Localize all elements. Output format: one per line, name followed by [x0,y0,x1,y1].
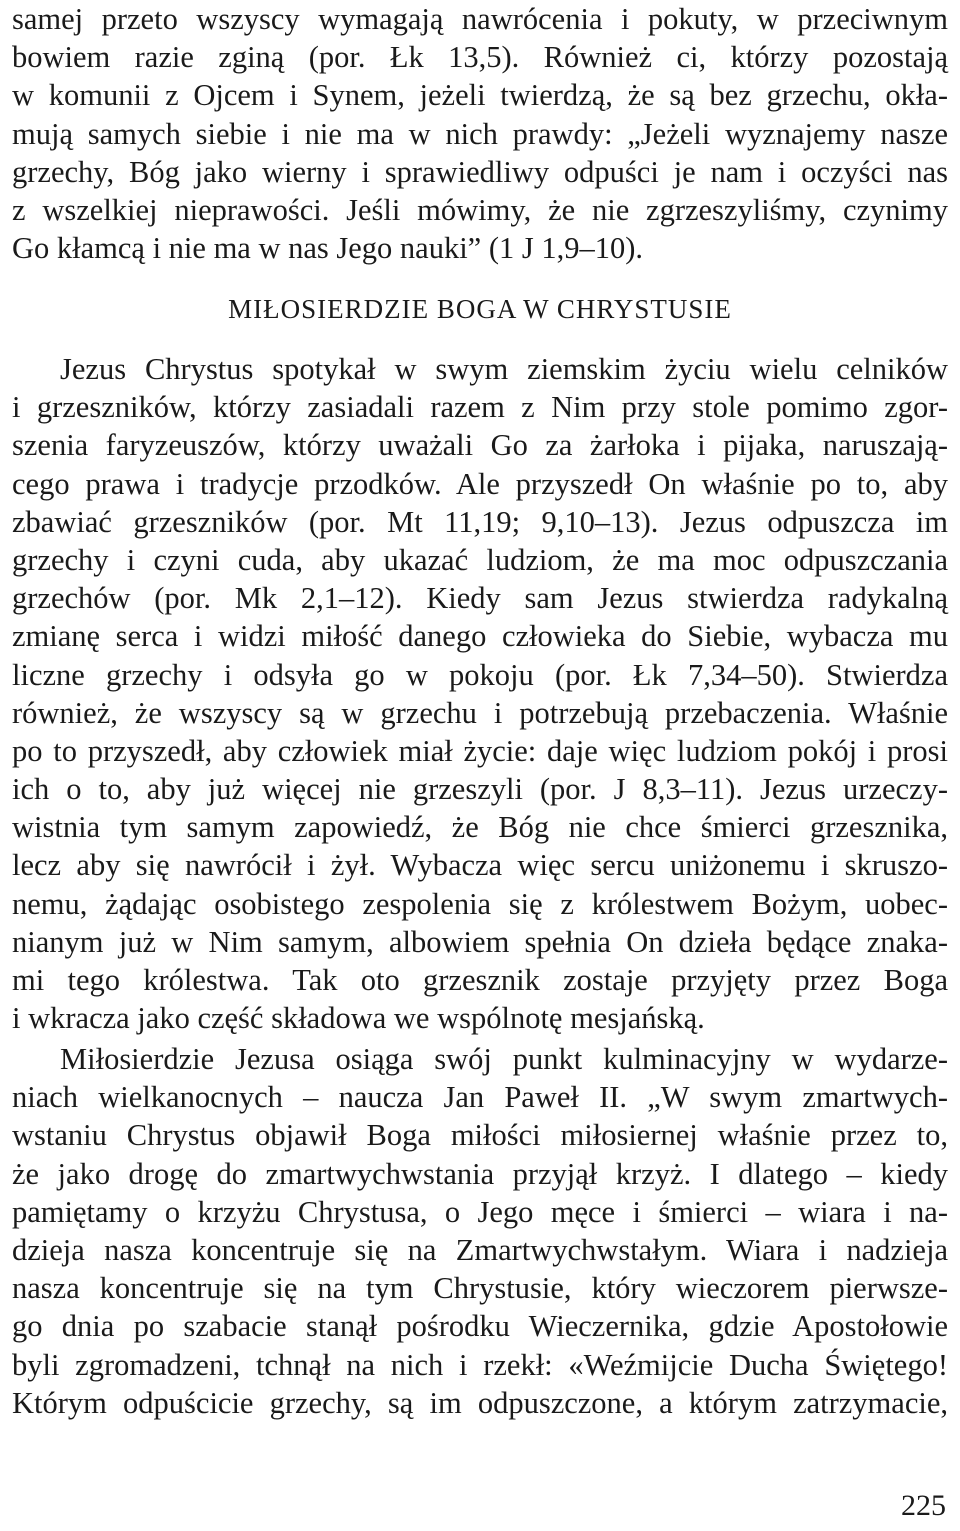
text-line: w komunii z Ojcem i Synem, jeżeli twierdzą, że są bez grzechu, okła- [12,78,948,113]
text-line: i wkracza jako część składowa we wspólnotę mesjańską. [12,1001,705,1036]
text-line: również, że wszyscy są w grzechu i potrzebują przebaczenia. Właśnie [12,695,948,730]
paragraph-3 [12,1040,948,1422]
text-line: lecz aby się nawrócił i żył. Wybacza więc sercu uniżonemu i skruszo- [12,848,948,883]
text-line: nianym już w Nim samym, albowiem spełnia On dzieła będące znaka- [12,924,948,959]
text-line: że jako drogę do zmartwychwstania przyjął krzyż. I dlatego – kiedy [12,1156,948,1191]
text-line: z wszelkiej nieprawości. Jeśli mówimy, że nie zgrzeszyliśmy, czynimy [12,192,948,227]
text-line: cego prawa i tradycje przodków. Ale przyszedł On właśnie po to, aby [12,466,948,501]
text-line: grzechy i czyni cuda, aby ukazać ludziom, że ma moc odpuszczania [12,542,948,577]
text-line: Go kłamcą i nie ma w nas Jego nauki” (1 J 1,9–10). [12,231,644,266]
text-line: grzechy, Bóg jako wierny i sprawiedliwy odpuści je nam i oczyści nas [12,154,948,189]
text-line: dzieja nasza koncentruje się na Zmartwychwstałym. Wiara i nadzieja [12,1232,948,1267]
section-heading: MIŁOSIERDZIE BOGA W CHRYSTUSIE [228,294,732,324]
text-line: grzechów (por. Mk 2,1–12). Kiedy sam Jezus stwierdza radykalną [12,581,948,616]
text-line: go dnia po szabacie stanął pośrodku Wieczernika, gdzie Apostołowie [12,1309,948,1344]
text-line: po to przyszedł, aby człowiek miał życie: daje więc ludziom pokój i prosi [12,733,948,768]
text-line: pamiętamy o krzyżu Chrystusa, o Jego męce i śmierci – wiara i na- [12,1194,948,1229]
text-line: i grzeszników, którzy zasiadali razem z Nim przy stole pomimo zgor- [12,390,948,425]
text-line: zbawiać grzeszników (por. Mt 11,19; 9,10–13). Jezus odpuszcza im [12,504,948,539]
text-line: szenia faryzeuszów, którzy uważali Go za żarłoka i pijaka, naruszają- [12,428,948,463]
text-line: Którym odpuścicie grzechy, są im odpuszczone, a którym zatrzymacie, [12,1385,948,1420]
text-line: ich o to, aby już więcej nie grzeszyli (por. J 8,3–11). Jezus urzeczy- [12,772,948,807]
text-line: mi tego królestwa. Tak oto grzesznik zostaje przyjęty przez Boga [12,963,948,997]
text-line: samej przeto wszyscy wymagają nawrócenia i pokuty, w przeciwnym [12,2,948,36]
text-line: nemu, żądając osobistego zespolenia się z królestwem Bożym, uobec- [12,886,948,921]
text-line: zmianę serca i widzi miłość danego człowieka do Siebie, wybacza mu [12,619,948,654]
page-number: 225 [901,1489,946,1522]
text-line: wstaniu Chrystus objawił Boga miłości miłosiernej właśnie przez to, [12,1118,948,1153]
text-line: bowiem razie zginą (por. Łk 13,5). Również ci, którzy pozostają [12,40,948,75]
text-line: Jezus Chrystus spotykał w swym ziemskim życiu wielu celników [60,352,948,386]
text-line: niach wielkanocnych – naucza Jan Paweł II. „W swym zmartwych- [12,1080,948,1115]
text-line: wistnia tym samym zapowiedź, że Bóg nie chce śmierci grzesznika, [12,810,948,845]
paragraph-1 [12,0,948,267]
text-line: Miłosierdzie Jezusa osiąga swój punkt kulminacyjny w wydarze- [60,1042,948,1076]
text-line: byli zgromadzeni, tchnął na nich i rzekł: «Weźmijcie Ducha Świętego! [12,1347,948,1382]
paragraph-2 [12,350,948,1037]
text-line: nasza koncentruje się na tym Chrystusie, który wieczorem pierwsze- [12,1271,948,1306]
text-line: mują samych siebie i nie ma w nich prawdy: „Jeżeli wyznajemy nasze [12,116,948,151]
text-line: liczne grzechy i odsyła go w pokoju (por. Łk 7,34–50). Stwierdza [12,657,948,692]
